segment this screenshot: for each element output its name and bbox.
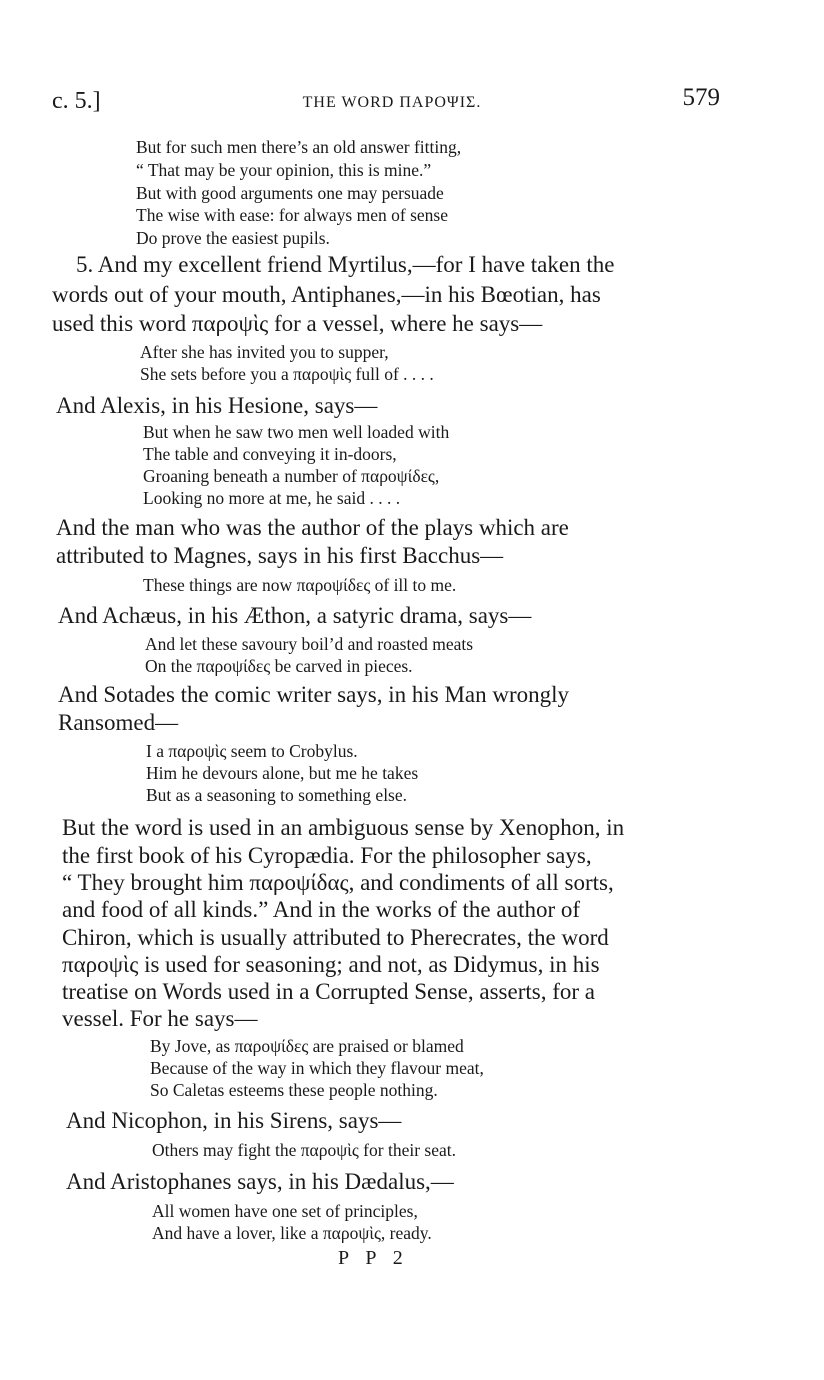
- verse-line: But as a seasoning to something else.: [146, 785, 408, 805]
- verse-line: But when he saw two men well loaded with: [143, 422, 450, 442]
- verse-line: On the παροψίδες be carved in pieces.: [145, 656, 413, 676]
- prose-line: 5. And my excellent friend Myrtilus,—for I have taken the: [76, 252, 615, 277]
- verse-line: But for such men there’s an old answer fitting,: [136, 137, 462, 157]
- prose-line: the first book of his Cyropædia. For the philosopher says,: [62, 843, 592, 868]
- page-number: 579: [682, 84, 720, 111]
- verse-line: All women have one set of principles,: [152, 1201, 418, 1221]
- prose-line: And Aristophanes says, in his Dædalus,—: [66, 1169, 454, 1194]
- prose-line: and food of all kinds.” And in the works of the author of: [62, 897, 581, 922]
- verse-line: These things are now παροψίδες of ill to me.: [143, 575, 457, 595]
- verse-line: Groaning beneath a number of παροψίδες,: [143, 466, 440, 486]
- verse-line: By Jove, as παροψίδες are praised or blamed: [150, 1036, 464, 1056]
- verse-line: After she has invited you to supper,: [140, 342, 389, 362]
- prose-line: παροψὶς is used for seasoning; and not, as Didymus, in his: [62, 952, 600, 977]
- verse-line: And let these savoury boil’d and roasted meats: [145, 634, 474, 654]
- verse-line: The wise with ease: for always men of sense: [136, 205, 448, 225]
- prose-line: Chiron, which is usually attributed to Pherecrates, the word: [62, 925, 609, 950]
- page-header: [52, 84, 724, 122]
- prose-line: treatise on Words used in a Corrupted Sense, asserts, for a: [62, 979, 595, 1004]
- prose-line: And Nicophon, in his Sirens, says—: [66, 1108, 402, 1133]
- prose-line: vessel. For he says—: [62, 1006, 258, 1031]
- prose-line: And Alexis, in his Hesione, says—: [56, 393, 378, 418]
- verse-line: Because of the way in which they flavour meat,: [150, 1058, 484, 1078]
- prose-line: Ransomed—: [58, 710, 179, 735]
- prose-line: And Sotades the comic writer says, in his Man wrongly: [58, 682, 570, 707]
- verse-line: I a παροψὶς seem to Crobylus.: [146, 741, 358, 761]
- verse-line: Looking no more at me, he said . . . .: [143, 488, 401, 508]
- running-title: THE WORD ΠΑΡΟΨΙΣ.: [302, 94, 482, 111]
- verse-line: Him he devours alone, but me he takes: [146, 763, 419, 783]
- signature-mark: P P 2: [338, 1247, 409, 1269]
- prose-line: words out of your mouth, Antiphanes,—in his Bœotian, has: [52, 282, 601, 307]
- prose-line: And the man who was the author of the plays which are: [56, 515, 569, 540]
- prose-line: But the word is used in an ambiguous sense by Xenophon, in: [62, 815, 625, 840]
- verse-line: “ That may be your opinion, this is mine.”: [136, 160, 432, 180]
- verse-line: And have a lover, like a παροψὶς, ready.: [152, 1223, 432, 1243]
- prose-line: “ They brought him παροψίδας, and condiments of all sorts,: [62, 870, 614, 895]
- prose-line: And Achæus, in his Æthon, a satyric drama, says—: [58, 603, 532, 628]
- verse-line: Others may fight the παροψὶς for their seat.: [152, 1140, 456, 1160]
- verse-line: So Caletas esteems these people nothing.: [150, 1080, 438, 1100]
- verse-line: But with good arguments one may persuade: [136, 183, 444, 203]
- prose-line: used this word παροψὶς for a vessel, where he says—: [52, 311, 543, 336]
- prose-line: attributed to Magnes, says in his first Bacchus—: [56, 543, 504, 568]
- verse-line: Do prove the easiest pupils.: [136, 228, 330, 248]
- verse-line: She sets before you a παροψὶς full of . . . .: [140, 364, 434, 384]
- chapter-reference: c. 5.]: [52, 88, 101, 114]
- verse-line: The table and conveying it in-doors,: [143, 444, 397, 464]
